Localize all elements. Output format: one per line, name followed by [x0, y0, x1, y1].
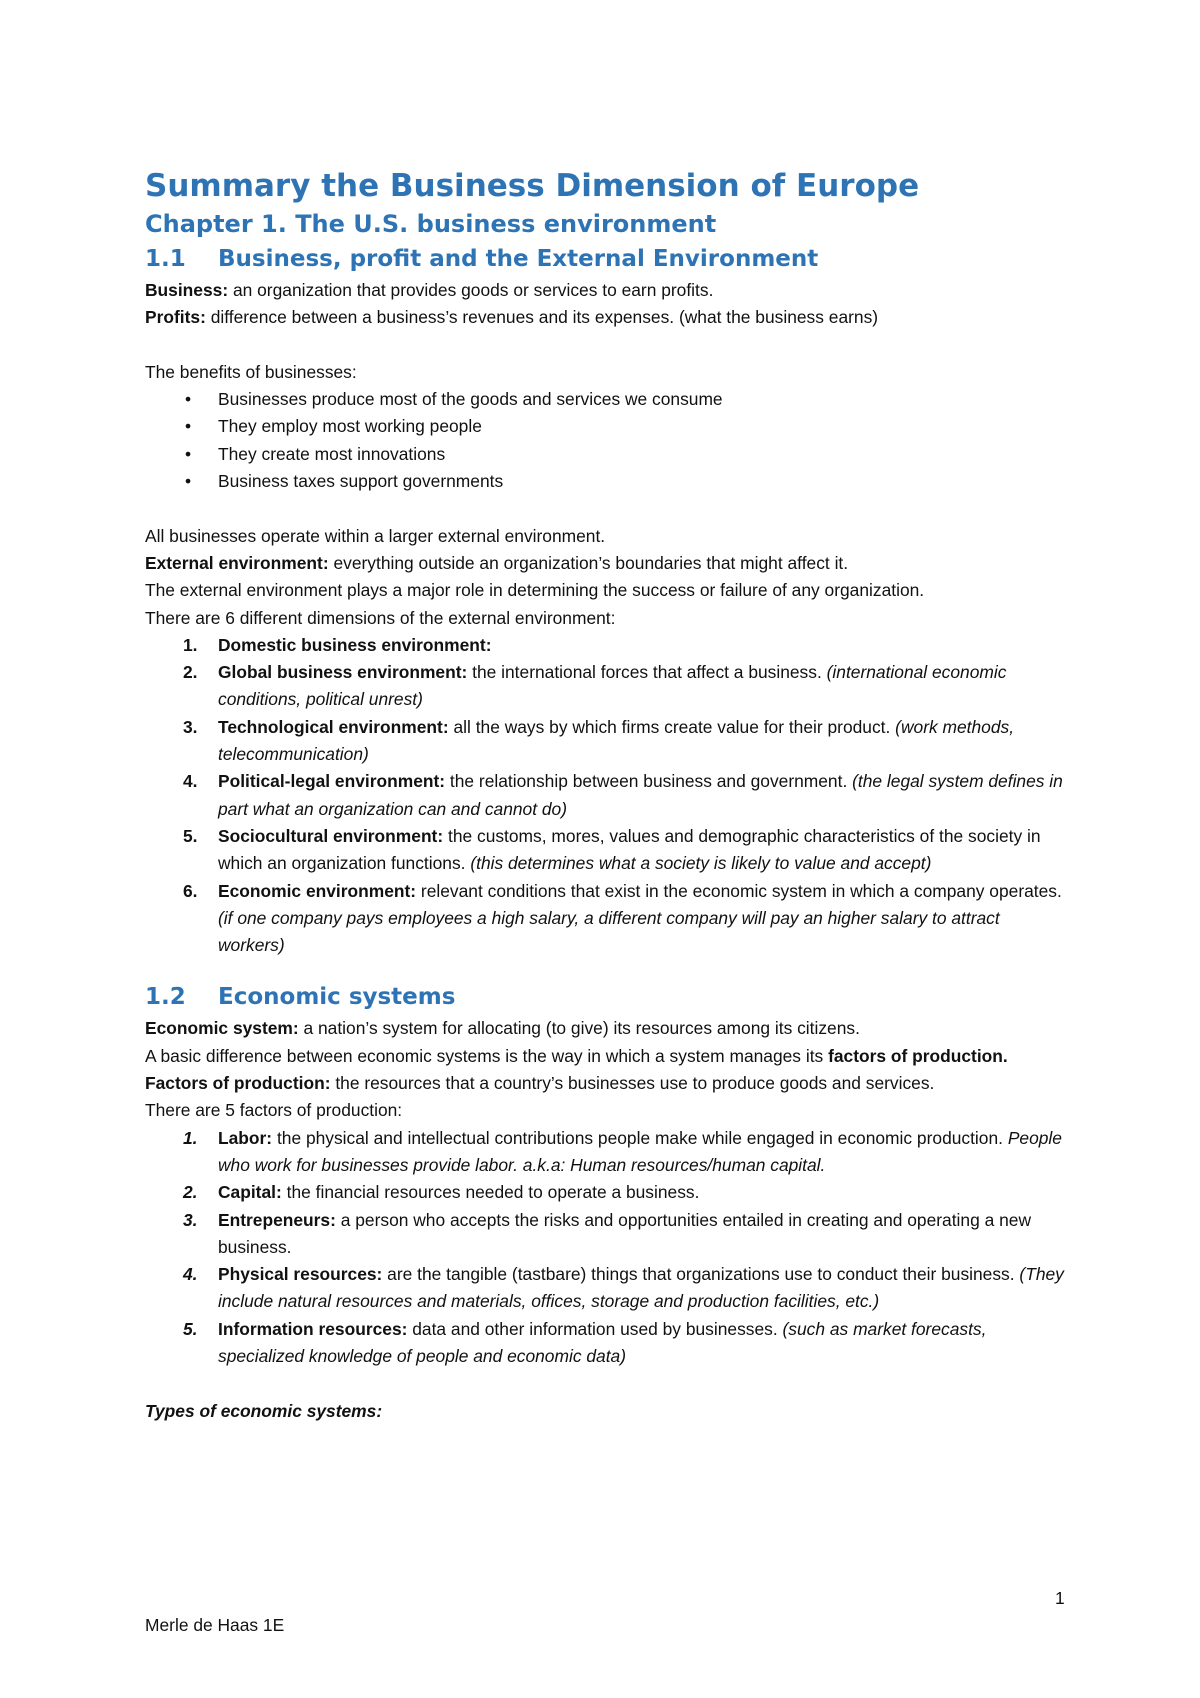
list-item [145, 1125, 1070, 1180]
definition: difference between a business’s revenues and its expenses. (what the business earns) [205, 307, 879, 328]
list-item [145, 1179, 1070, 1206]
term: Labor: [218, 1127, 273, 1148]
term: Political-legal environment: [218, 771, 446, 792]
term: Domestic business environment: [218, 634, 492, 655]
definition-factors-of-production [145, 1070, 1070, 1097]
term: Factors of production: [145, 1073, 331, 1094]
list-item [145, 632, 1070, 659]
bullet-icon: • [185, 416, 192, 437]
list-number: 4. [183, 771, 198, 792]
list-item [145, 659, 1070, 714]
list-item [145, 413, 1070, 440]
list-number: 3. [183, 716, 198, 737]
term: Profits: [145, 307, 206, 328]
term: Business: [145, 280, 229, 300]
section-title: Economic systems [218, 984, 456, 1011]
section-title: Business, profit and the External Environment [218, 246, 819, 272]
term: Information resources: [218, 1318, 408, 1339]
list-number: 2. [183, 662, 198, 683]
paragraph [145, 1043, 1070, 1070]
footer-author: Merle de Haas 1E [145, 1615, 285, 1635]
definition: everything outside an organization’s boundaries that might affect it. [328, 552, 849, 573]
bullet-icon: • [185, 389, 192, 410]
note: (such as market forecasts, specialized knowledge of people and economic data) [218, 1318, 987, 1366]
list-item-text: Business taxes support governments [218, 471, 504, 492]
term: Economic system: [145, 1018, 299, 1039]
section-number: 1.1 [145, 246, 186, 272]
list-item-text: Businesses produce most of the goods and services we consume [218, 389, 723, 410]
paragraph: All businesses operate within a larger external environment. [145, 525, 606, 546]
chapter-heading: Chapter 1. The U.S. business environment [145, 210, 717, 238]
spacer [145, 1370, 1070, 1397]
list-number: 6. [183, 880, 198, 901]
definition: the relationship between business and government. [445, 771, 853, 792]
list-item [145, 468, 1070, 495]
definition: the customs, mores, values and demographic characteristics of the society in which an organization functions. [218, 825, 1041, 874]
list-item-text: They employ most working people [218, 416, 482, 437]
list-number: 1. [183, 634, 198, 655]
bullet-icon: • [185, 443, 192, 464]
list-item-text: They create most innovations [218, 443, 446, 464]
section-number: 1.2 [145, 984, 186, 1011]
definition-economic-system [145, 1015, 1070, 1042]
list-item [145, 768, 1070, 823]
definition-business [145, 277, 1070, 304]
definition-profits [145, 304, 1070, 331]
factors-list [145, 1125, 1070, 1371]
list-number: 1. [183, 1127, 198, 1148]
paragraph: There are 5 factors of production: [145, 1100, 403, 1121]
dimensions-list [145, 632, 1070, 960]
term: Entrepeneurs: [218, 1209, 336, 1230]
paragraph: The external environment plays a major role in determining the success or failure of any organization. [145, 580, 925, 601]
list-item [145, 714, 1070, 769]
term: External environment: [145, 552, 329, 573]
paragraph-text: A basic difference between economic systems is the way in which a system manages its [145, 1045, 829, 1066]
spacer [145, 495, 1070, 522]
definition: relevant conditions that exist in the economic system in which a company operates. [416, 880, 1062, 901]
bullet-icon: • [185, 471, 192, 492]
term: Sociocultural environment: [218, 825, 444, 846]
document-title: Summary the Business Dimension of Europe [145, 168, 920, 204]
note: People who work for businesses provide labor. a.k.a: Human resources/human capital. [218, 1127, 1062, 1175]
definition: the international forces that affect a business. [467, 662, 827, 683]
paragraph: There are 6 different dimensions of the external environment: [145, 607, 616, 628]
list-number: 5. [183, 825, 198, 846]
definition: the financial resources needed to operate a business. [281, 1182, 700, 1203]
definition-external-environment [145, 550, 1070, 577]
spacer [145, 332, 1070, 359]
term: factors of production. [828, 1045, 1008, 1066]
definition: a nation’s system for allocating (to give) its resources among its citizens. [298, 1018, 860, 1039]
list-item [145, 878, 1070, 960]
list-number: 3. [183, 1209, 198, 1230]
definition: a person who accepts the risks and opportunities entailed in creating and operating a new business. [218, 1209, 1032, 1257]
list-item [145, 1261, 1070, 1316]
benefits-list [145, 386, 1070, 495]
term: Global business environment: [218, 662, 468, 683]
definition: the physical and intellectual contributions people make while engaged in economic production. [272, 1127, 1008, 1148]
definition: are the tangible (tastbare) things that organizations use to conduct their business. [382, 1264, 1020, 1285]
definition: an organization that provides goods or services to earn profits. [228, 280, 714, 300]
list-number: 2. [183, 1182, 198, 1203]
term: Physical resources: [218, 1264, 383, 1285]
term: Capital: [218, 1182, 282, 1203]
list-item [145, 823, 1070, 878]
definition: data and other information used by businesses. [407, 1318, 783, 1339]
page-content [145, 165, 1070, 1425]
list-item [145, 1316, 1070, 1371]
note: (international economic conditions, political unrest) [218, 662, 1007, 710]
note: (They include natural resources and materials, offices, storage and production facilities, etc.) [218, 1264, 1064, 1312]
section-heading-1-1 [145, 241, 1070, 277]
list-item [145, 441, 1070, 468]
list-number: 5. [183, 1318, 198, 1339]
page-number: 1 [1055, 1588, 1065, 1608]
list-item [145, 386, 1070, 413]
types-heading: Types of economic systems: [145, 1400, 383, 1421]
definition: all the ways by which firms create value for their product. [448, 716, 896, 737]
note: (work methods, telecommunication) [218, 716, 1015, 765]
note: (if one company pays employees a high salary, a different company will pay an higher salary to attract workers) [218, 907, 1000, 956]
term: Economic environment: [218, 880, 417, 901]
benefits-intro: The benefits of businesses: [145, 361, 357, 382]
list-item [145, 1207, 1070, 1262]
section-heading-1-2 [145, 979, 1070, 1015]
list-number: 4. [183, 1264, 198, 1285]
definition: the resources that a country’s businesses use to produce goods and services. [330, 1073, 935, 1094]
note: (this determines what a society is likely to value and accept) [470, 853, 932, 874]
note: (the legal system defines in part what an organization can and cannot do) [218, 771, 1063, 819]
term: Technological environment: [218, 716, 449, 737]
